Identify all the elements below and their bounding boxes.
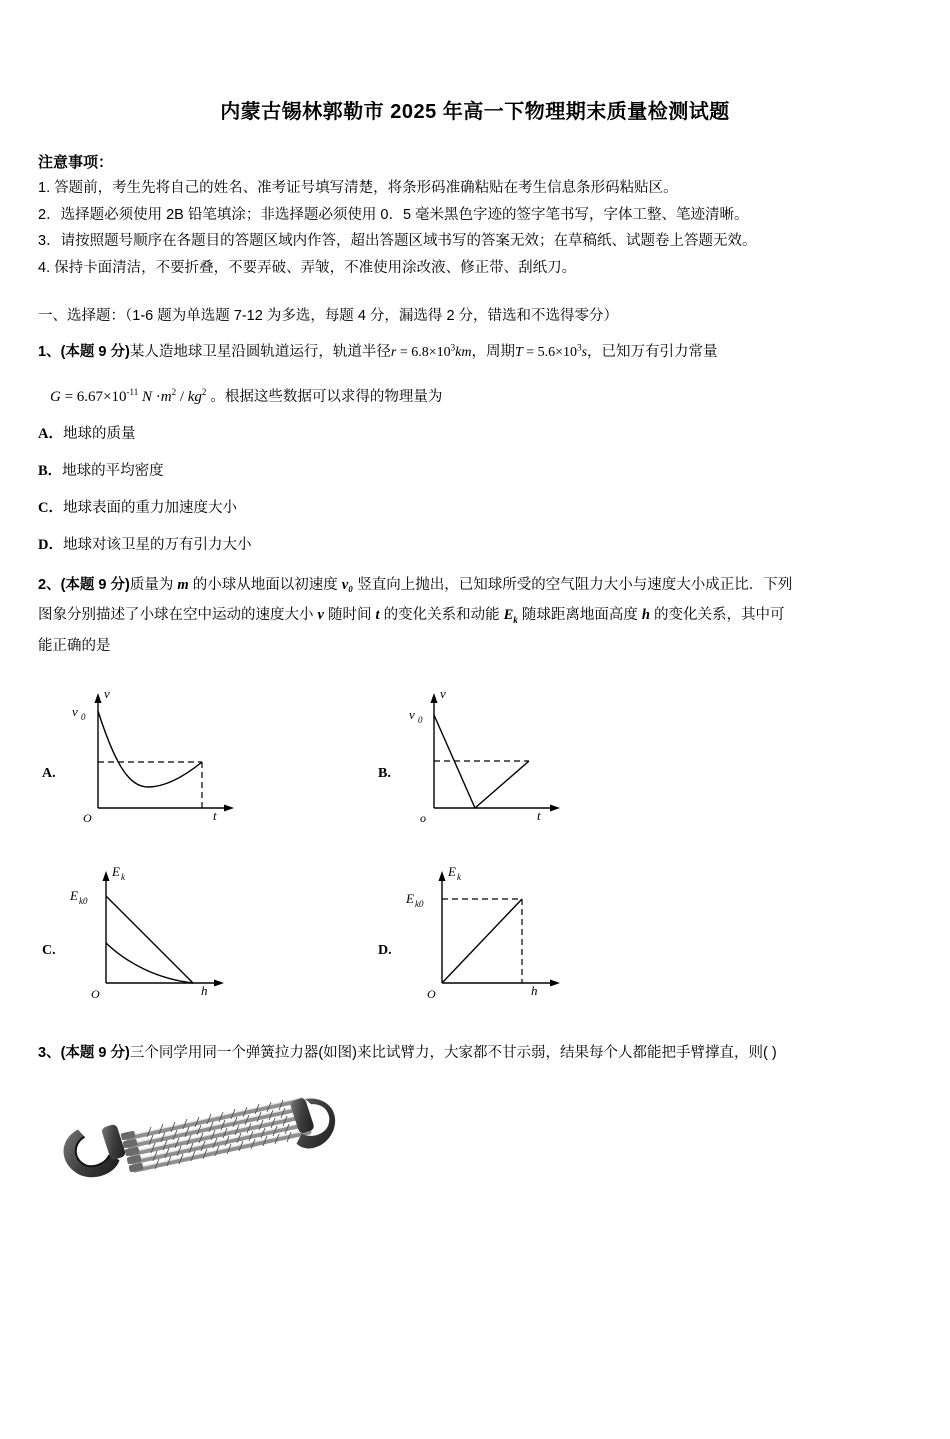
question-1	[38, 339, 918, 367]
graph-A-label: A.	[42, 766, 56, 782]
option-B-text: 地球的平均密度	[62, 462, 164, 479]
svg-text:h: h	[201, 983, 208, 999]
notice-item-1: 1. 答题前，考生先将自己的姓名、准考证号填写清楚，将条形码准确粘贴在考生信息条形码粘贴区。	[38, 180, 678, 196]
q2-t2: 的小球从地面以初速度	[188, 576, 342, 593]
svg-text:k0: k0	[415, 899, 424, 910]
option-A[interactable]	[38, 422, 950, 443]
svg-text:o: o	[420, 811, 426, 826]
question-1-stem-a: 某人造地球卫星沿圆轨道运行，轨道半径	[129, 344, 391, 361]
svg-text:O: O	[427, 987, 436, 1002]
question-3-score: (本题 9 分)	[60, 1045, 130, 1062]
q2-t7: 随球距离地面高度	[517, 607, 642, 624]
option-D-text: 地球对该卫星的万有引力大小	[62, 536, 252, 553]
option-C-label: C．	[38, 499, 63, 516]
q2-var-Ek: E	[503, 607, 514, 624]
q2-t3: 竖直向上抛出，已知球所受的空气阻力大小与速度大小成正比．下列	[353, 576, 793, 593]
question-3	[38, 1041, 950, 1062]
q2-t1: 质量为	[129, 576, 178, 593]
svg-text:O: O	[83, 811, 92, 826]
q2-t6: 的变化关系和动能	[379, 607, 504, 624]
graph-D-label: D.	[378, 943, 392, 959]
option-C-text: 地球表面的重力加速度大小	[62, 499, 237, 516]
q2-var-m: m	[177, 576, 189, 593]
chest-expander-spring-puller-figure	[55, 1076, 950, 1196]
q2-var-Ek-sub: k	[513, 615, 518, 626]
svg-text:E: E	[406, 891, 414, 907]
svg-text:t: t	[213, 808, 217, 824]
svg-text:v: v	[72, 704, 78, 720]
svg-text:E: E	[448, 864, 456, 880]
svg-text:k: k	[457, 872, 461, 883]
option-B[interactable]	[38, 459, 950, 480]
question-1-score: (本题 9 分)	[60, 344, 130, 361]
option-A-label: A．	[38, 425, 63, 442]
option-B-label: B．	[38, 462, 63, 479]
graph-D	[404, 861, 584, 1006]
notice-item-4: 4. 保持卡面清洁，不要折叠，不要弄破、弄皱，不准使用涂改液、修正带、刮纸刀。	[38, 259, 577, 276]
q2-var-v0: v₀	[341, 576, 354, 593]
svg-text:0: 0	[81, 712, 86, 723]
svg-text:v: v	[440, 686, 446, 702]
question-1-stem-b: ，周期	[471, 344, 515, 361]
question-3-text: 三个同学用同一个弹簧拉力器(如图)来比试臂力，大家都不甘示弱，结果每个人都能把手臂撑直，则( )	[129, 1045, 777, 1062]
graph-C	[68, 861, 248, 1006]
option-D-label: D．	[38, 536, 63, 553]
graph-C-label: C.	[42, 943, 56, 959]
option-C[interactable]	[38, 496, 950, 517]
question-2-graphs	[0, 683, 950, 1013]
section-heading: 一、选择题：（1-6 题为单选题 7-12 为多选，每题 4 分，漏选得 2 分，错选和不选得零分）	[38, 308, 619, 325]
q2-var-t: t	[375, 607, 380, 624]
question-1-options	[38, 422, 950, 554]
q2-t8: 的变化关系，其中可	[649, 607, 785, 624]
exam-page	[0, 95, 950, 1439]
svg-text:k0: k0	[79, 896, 88, 907]
svg-text:E: E	[70, 888, 78, 904]
option-A-text: 地球的质量	[62, 425, 136, 442]
question-1-formula-r: $r = 6.8\times 10^3km$	[390, 342, 472, 361]
q2-var-h: h	[641, 607, 650, 624]
q2-t4: 图象分别描述了小球在空中运动的速度大小	[38, 607, 318, 624]
question-1-formula-T: $T = 5.6\times 10^3s$	[514, 342, 588, 361]
svg-text:E: E	[112, 864, 120, 880]
question-2	[38, 570, 918, 661]
q2-var-v: v	[317, 607, 324, 624]
q2-t9: 能正确的是	[38, 637, 111, 654]
question-1-stem-d: 。根据这些数据可以求得的物理量为	[210, 388, 443, 405]
svg-text:t: t	[537, 808, 541, 824]
notice-item-3: 3．请按照题号顺序在各题目的答题区域内作答，超出答题区域书写的答案无效；在草稿纸、试题卷上答题无效。	[38, 233, 757, 250]
question-3-number: 3、	[38, 1045, 61, 1062]
question-1-number: 1、	[38, 344, 61, 361]
graph-B	[404, 683, 584, 828]
graph-B-label: B.	[378, 766, 391, 782]
svg-text:O: O	[91, 987, 100, 1002]
q2-t5: 随时间	[323, 607, 376, 624]
notice-item-2: 2．选择题必须使用 2B 铅笔填涂；非选择题必须使用 0．5 毫米黑色字迹的签字笔书写，字体工整、笔迹清晰。	[38, 206, 749, 223]
question-1-stem-c: ，已知万有引力常量	[587, 344, 718, 361]
svg-text:v: v	[409, 707, 415, 723]
notice-heading: 注意事项：	[38, 154, 114, 171]
page-title: 内蒙古锡林郭勒市 2025 年高一下物理期末质量检测试题	[220, 101, 730, 123]
option-D[interactable]	[38, 533, 950, 554]
svg-text:k: k	[121, 872, 125, 883]
svg-text:0: 0	[418, 715, 423, 726]
question-2-number: 2、	[38, 576, 61, 593]
svg-text:h: h	[531, 983, 538, 999]
question-1-formula-G: $G = 6.67\times 10^{-11}$ $N \cdot m^2 / kg^2$ 。根据这些数据可以求得的物理量为	[50, 386, 443, 405]
question-2-score: (本题 9 分)	[60, 576, 130, 593]
graph-A	[68, 683, 248, 828]
svg-text:v: v	[104, 686, 110, 702]
